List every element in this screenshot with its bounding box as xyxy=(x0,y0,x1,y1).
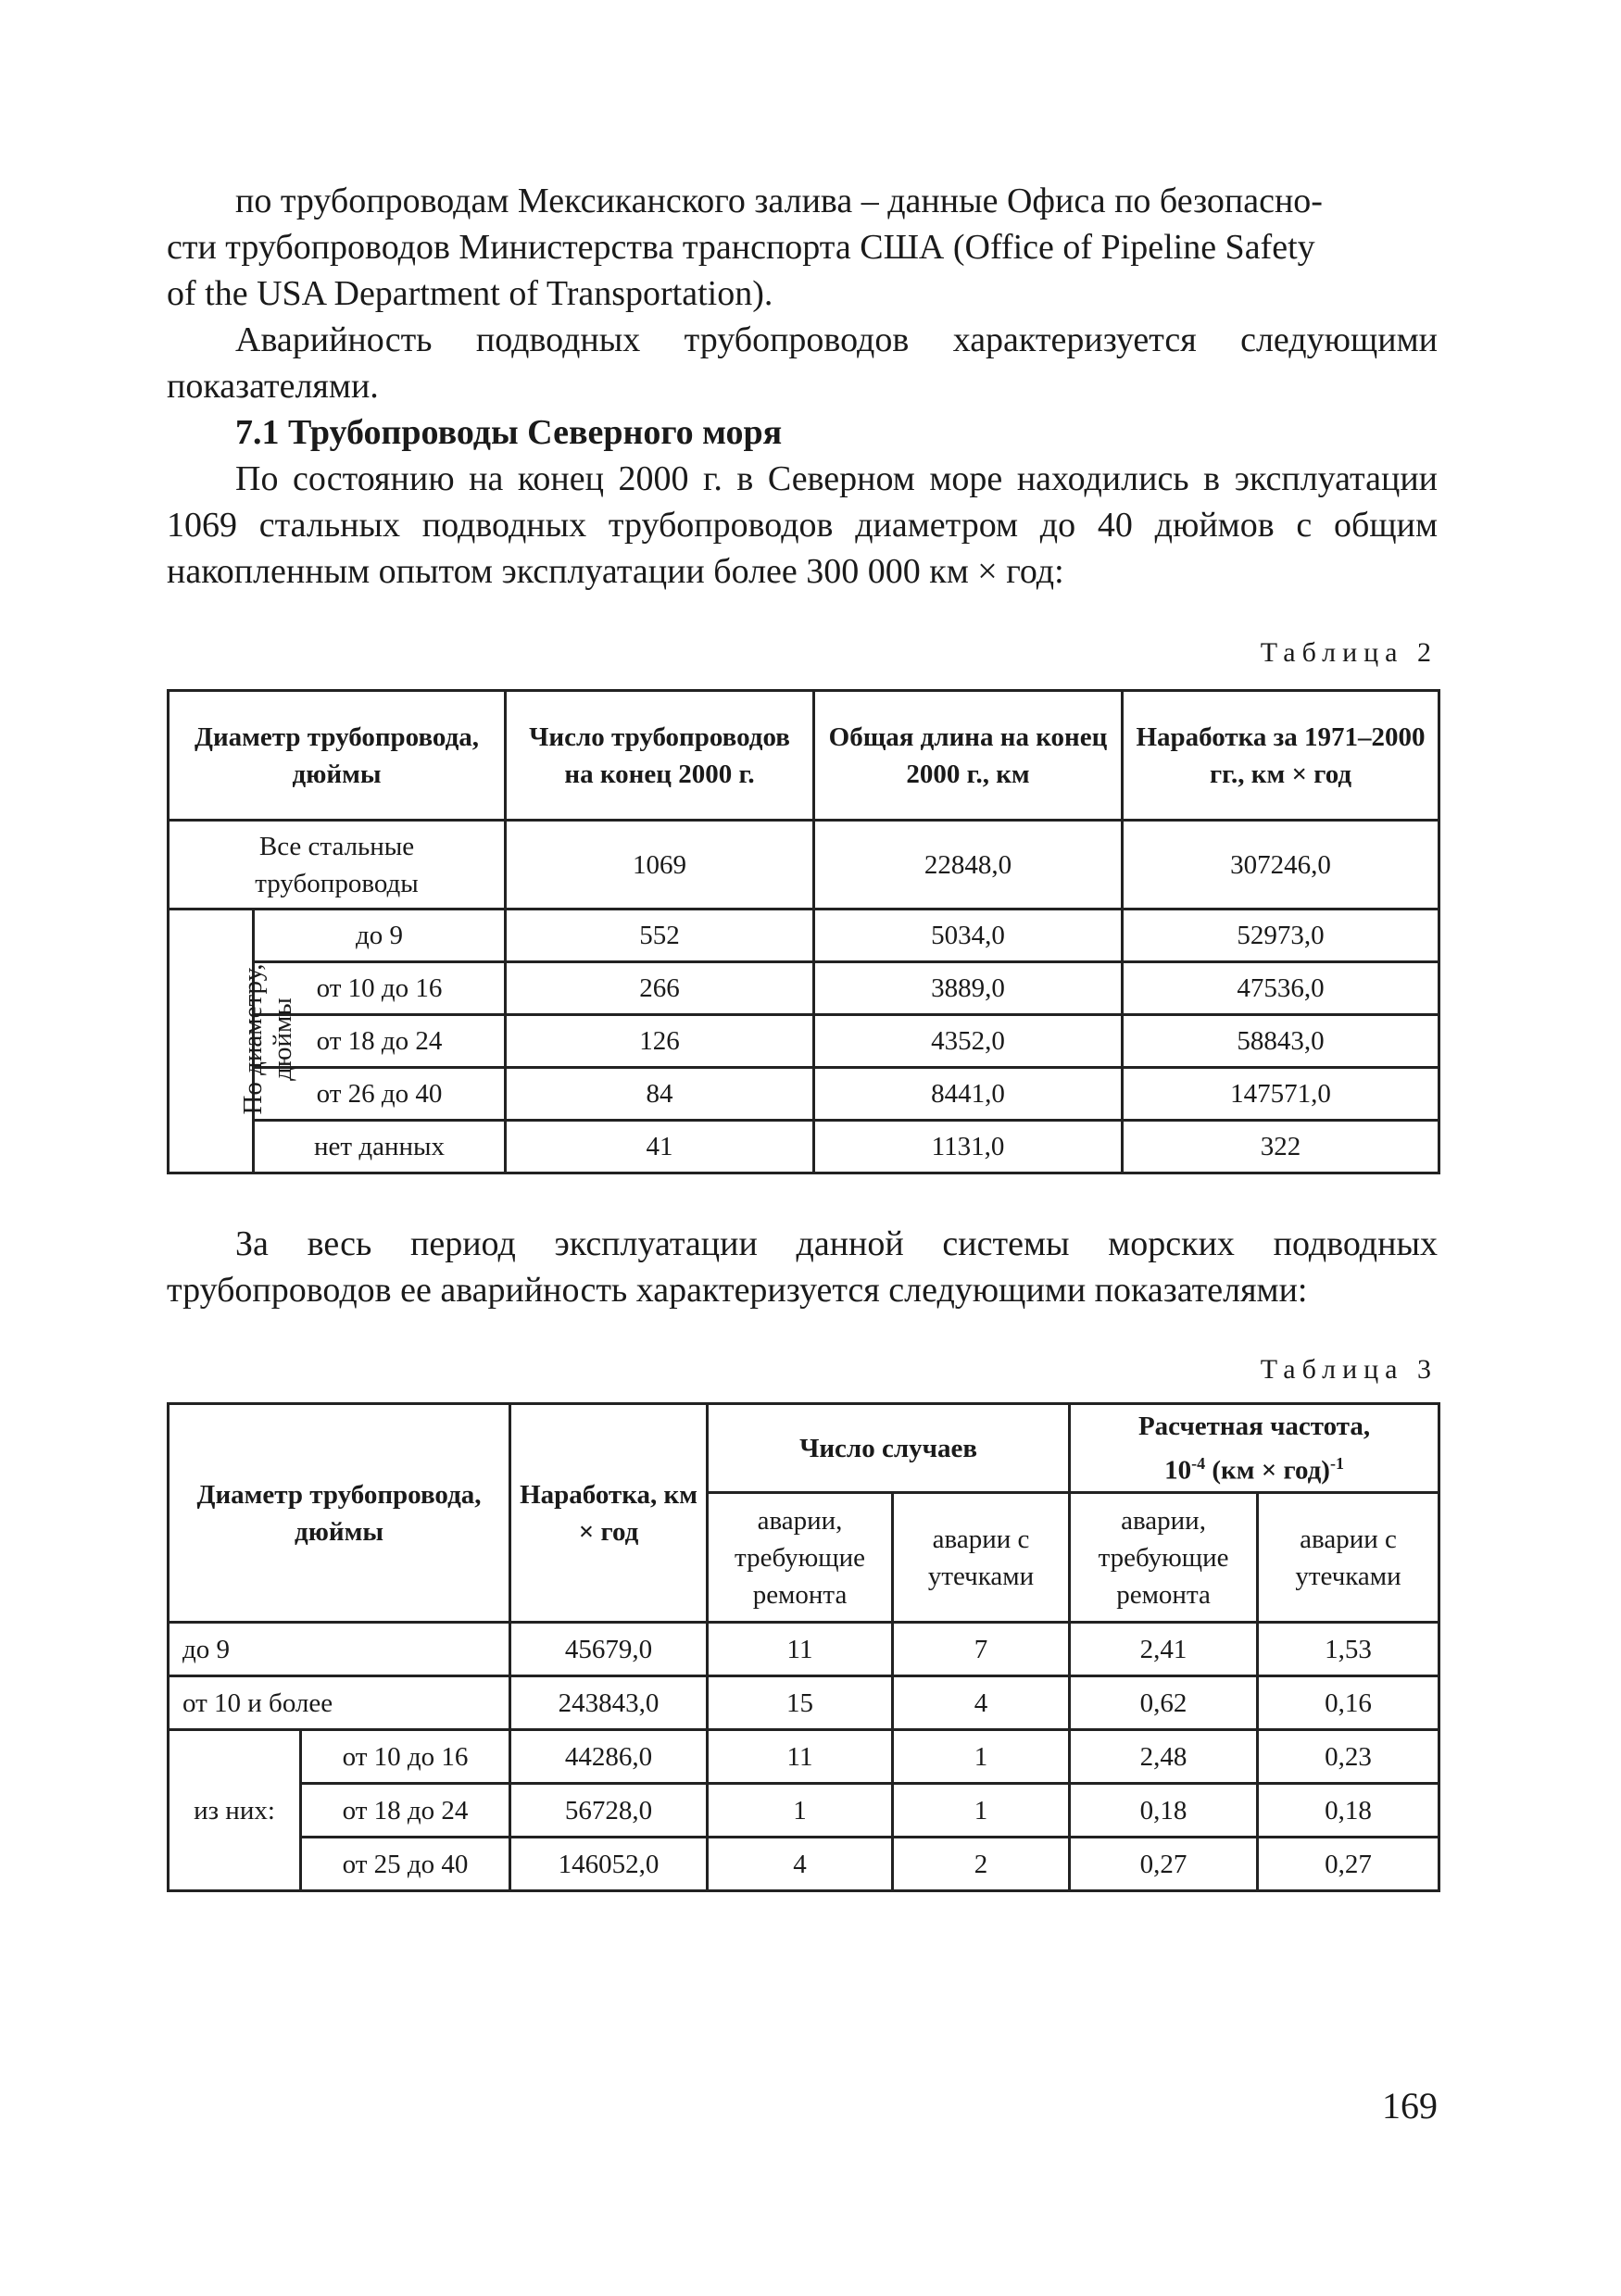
row-label: до 9 xyxy=(254,910,506,962)
table-row xyxy=(169,1784,1439,1838)
table-row xyxy=(169,1015,1439,1068)
table-cell: 1131,0 xyxy=(814,1121,1123,1173)
paragraph-3: По состоянию на конец 2000 г. в Северном море находились в эксплуатации 1069 стальных подводных трубопроводов диаметром до 40 дюймов с общим накопленным опытом эксплуатации более 300 000 км × год: xyxy=(167,459,1438,591)
table-cell: 4 xyxy=(893,1676,1070,1730)
table-2-header-count: Число трубопроводов на конец 2000 г. xyxy=(506,691,814,821)
total-row-label: Все стальные трубопроводы xyxy=(169,821,506,910)
table-cell: 0,18 xyxy=(1258,1784,1439,1838)
table-row xyxy=(169,1838,1439,1891)
table-cell: 52973,0 xyxy=(1123,910,1439,962)
table-row xyxy=(169,1623,1439,1676)
table-cell: 47536,0 xyxy=(1123,962,1439,1015)
table-cell: 1 xyxy=(893,1730,1070,1784)
row-label: от 10 до 16 xyxy=(301,1730,510,1784)
table-cell: 552 xyxy=(506,910,814,962)
paragraph-1-line-3: of the USA Department of Transportation). xyxy=(167,274,773,313)
table-3-header-diameter: Диаметр трубопровода, дюймы xyxy=(169,1404,510,1623)
table-cell: 5034,0 xyxy=(814,910,1123,962)
table-cell: 58843,0 xyxy=(1123,1015,1439,1068)
table-cell: 2,48 xyxy=(1070,1730,1258,1784)
table-cell: 147571,0 xyxy=(1123,1068,1439,1121)
middle-text xyxy=(167,1221,1438,1313)
table-row xyxy=(169,1121,1439,1173)
table-cell: 4352,0 xyxy=(814,1015,1123,1068)
subheader-cases-leak: аварии с утечками xyxy=(893,1493,1070,1623)
frequency-unit: (км × год) xyxy=(1205,1455,1330,1486)
frequency-exponent-2: -1 xyxy=(1329,1453,1344,1473)
table-cell: 1 xyxy=(893,1784,1070,1838)
row-label: от 26 до 40 xyxy=(254,1068,506,1121)
table-cell: 1069 xyxy=(506,821,814,910)
table-cell: 146052,0 xyxy=(510,1838,708,1891)
table-cell: 3889,0 xyxy=(814,962,1123,1015)
table-cell: 0,62 xyxy=(1070,1676,1258,1730)
intro-text xyxy=(167,178,1438,595)
table-cell: 44286,0 xyxy=(510,1730,708,1784)
table-cell: 0,16 xyxy=(1258,1676,1439,1730)
table-row xyxy=(169,821,1439,910)
table-row xyxy=(169,1730,1439,1784)
section-heading: 7.1 Трубопроводы Северного моря xyxy=(235,413,783,452)
subheader-freq-repair: аварии, требующие ремонта xyxy=(1070,1493,1258,1623)
table-cell: 8441,0 xyxy=(814,1068,1123,1121)
paragraph-2: Аварийность подводных трубопроводов характеризуется следующими показателями. xyxy=(167,320,1438,406)
paragraph-1 xyxy=(167,178,1438,317)
table-cell: 4 xyxy=(708,1838,893,1891)
table-cell: 0,27 xyxy=(1258,1838,1439,1891)
group-label-cell xyxy=(169,910,297,1173)
table-cell: 15 xyxy=(708,1676,893,1730)
table-cell: 45679,0 xyxy=(510,1623,708,1676)
table-cell: 322 xyxy=(1123,1121,1439,1173)
table-cell: 126 xyxy=(506,1015,814,1068)
table-2-header-row xyxy=(169,691,1439,821)
subheader-cases-repair: аварии, требующие ремонта xyxy=(708,1493,893,1623)
subheader-freq-leak: аварии с утечками xyxy=(1258,1493,1439,1623)
table-3 xyxy=(167,1402,1440,1892)
table-cell: 0,18 xyxy=(1070,1784,1258,1838)
table-row xyxy=(169,962,1439,1015)
row-label: от 10 и более xyxy=(169,1676,510,1730)
table-cell: 0,23 xyxy=(1258,1730,1439,1784)
table-row xyxy=(169,1676,1439,1730)
table-3-header-row-1 xyxy=(169,1404,1439,1493)
table-cell: 2,41 xyxy=(1070,1623,1258,1676)
table-cell: 11 xyxy=(708,1623,893,1676)
table-cell: 41 xyxy=(506,1121,814,1173)
table-3-header-frequency xyxy=(1070,1404,1439,1493)
table-cell: 243843,0 xyxy=(510,1676,708,1730)
table-cell: 22848,0 xyxy=(814,821,1123,910)
table-2-header-diameter: Диаметр трубопровода, дюймы xyxy=(169,691,506,821)
table-2-caption: Таблица 2 xyxy=(1260,637,1438,668)
table-cell: 7 xyxy=(893,1623,1070,1676)
page-number: 169 xyxy=(1382,2085,1438,2127)
table-cell: 84 xyxy=(506,1068,814,1121)
table-3-header-hours: Наработка, км × год xyxy=(510,1404,708,1623)
paragraph-1-line-2: сти трубопроводов Министерства транспорта США (Office of Pipeline Safety xyxy=(167,228,1315,267)
table-cell: 266 xyxy=(506,962,814,1015)
table-row xyxy=(169,910,1439,962)
table-3-header-cases: Число случаев xyxy=(708,1404,1070,1493)
table-2 xyxy=(167,689,1440,1174)
row-label: от 10 до 16 xyxy=(254,962,506,1015)
row-label: от 25 до 40 xyxy=(301,1838,510,1891)
table-cell: 56728,0 xyxy=(510,1784,708,1838)
table-cell: 0,27 xyxy=(1070,1838,1258,1891)
frequency-label: Расчетная частота, xyxy=(1137,1411,1371,1441)
table-cell: 307246,0 xyxy=(1123,821,1439,910)
table-row xyxy=(169,1068,1439,1121)
row-label: от 18 до 24 xyxy=(301,1784,510,1838)
row-label: до 9 xyxy=(169,1623,510,1676)
group-label: По диаметру, дюймы xyxy=(238,963,297,1115)
paragraph-1-line-1: по трубопроводам Мексиканского залива – данные Офиса по безопасно- xyxy=(235,182,1323,220)
table-cell: 2 xyxy=(893,1838,1070,1891)
row-label: от 18 до 24 xyxy=(254,1015,506,1068)
table-cell: 11 xyxy=(708,1730,893,1784)
row-label: нет данных xyxy=(254,1121,506,1173)
table-3-caption: Таблица 3 xyxy=(1260,1354,1438,1385)
table-cell: 1 xyxy=(708,1784,893,1838)
frequency-exponent-1: -4 xyxy=(1191,1453,1206,1473)
table-2-header-hours: Наработка за 1971–2000 гг., км × год xyxy=(1123,691,1439,821)
frequency-base: 10 xyxy=(1164,1455,1192,1486)
group-label: из них: xyxy=(169,1730,301,1891)
table-cell: 1,53 xyxy=(1258,1623,1439,1676)
paragraph-4: За весь период эксплуатации данной системы морских подводных трубопроводов ее аварийность характеризуется следующими показателями: xyxy=(167,1224,1438,1310)
table-2-header-length: Общая длина на конец 2000 г., км xyxy=(814,691,1123,821)
